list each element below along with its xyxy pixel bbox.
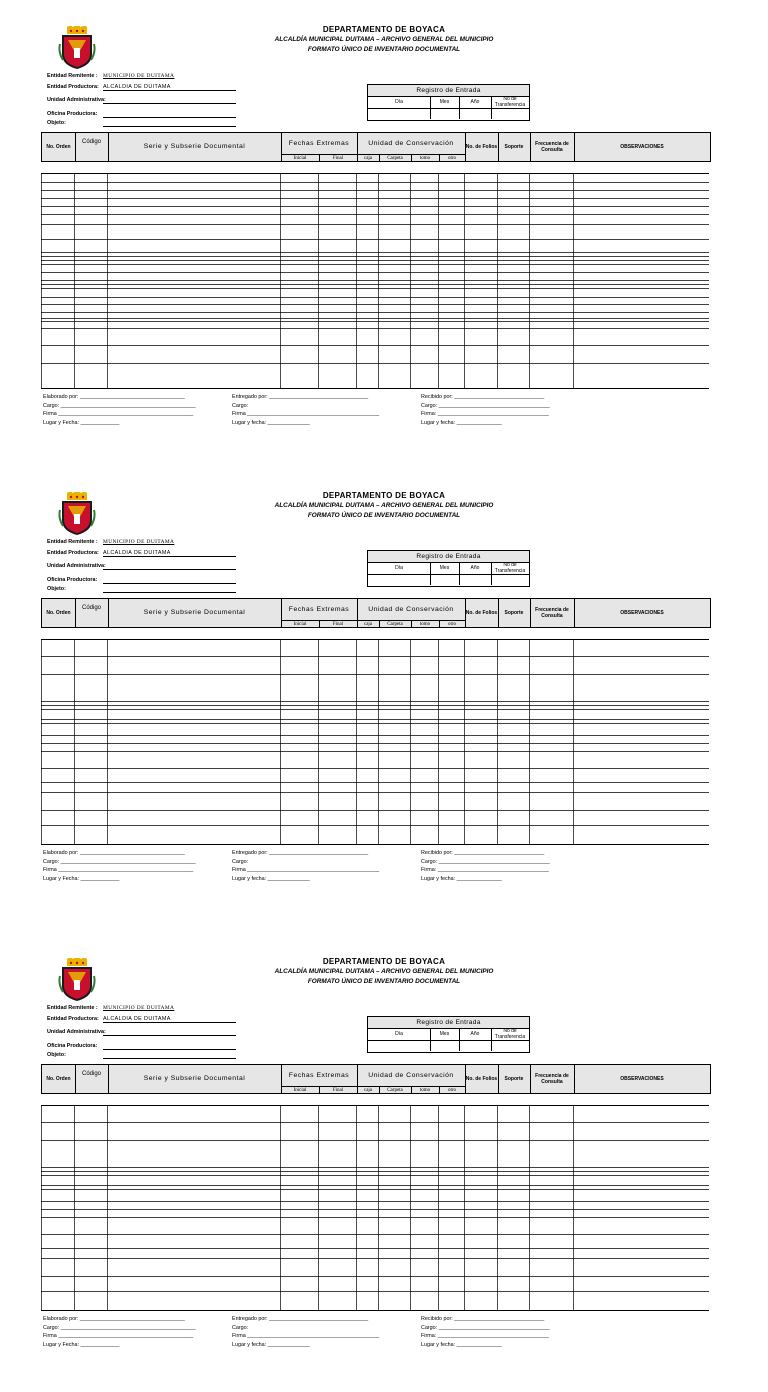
lugar-entregado-line[interactable]: Lugar y fecha: ______________ (232, 419, 310, 426)
col-serie-header: Serie y Subserie Documental (108, 133, 282, 161)
recibido-block (421, 1315, 550, 1349)
col-tomo-header: tomo (411, 620, 440, 628)
col-soporte-header: Soporte (498, 133, 531, 161)
col-serie-header: Serie y Subserie Documental (108, 1065, 282, 1093)
department-title: DEPARTAMENTO DE BOYACA (322, 957, 446, 966)
entregado-line[interactable]: Entregado por: _________________________________ (232, 1316, 369, 1322)
unidad-administrativa-label: Unidad Administrativa: (47, 1029, 106, 1035)
registro-entrada-title: Registro de Entrada (368, 551, 529, 563)
firma-recibido-line[interactable]: Firma: _____________________________________ (421, 1333, 549, 1339)
elaborado-line[interactable]: Elaborado por: ___________________________________ (43, 1316, 185, 1322)
lugar-recibido-line[interactable]: Lugar y fecha: _______________ (421, 875, 502, 882)
entregado-block (232, 1315, 379, 1349)
lugar-elaborado-line[interactable]: Lugar y Fecha: _____________ (43, 875, 120, 882)
registro-dia-input[interactable] (368, 575, 431, 585)
coat-of-arms-icon (58, 26, 96, 70)
entidad-productora-line (103, 1022, 236, 1023)
registro-entrada-box (367, 84, 530, 121)
office-title: ALCALDÍA MUNICIPAL DUITAMA – ARCHIVO GENERAL DEL MUNICIPIO (274, 968, 494, 975)
firma-entregado-line[interactable]: Firma ____________________________________________ (232, 411, 380, 417)
form-header (200, 957, 568, 987)
col-caja-header: caja (357, 620, 380, 628)
registro-transferencia-input[interactable] (491, 575, 529, 585)
unidad-administrativa-input[interactable] (103, 1035, 236, 1036)
unidad-administrativa-field (47, 97, 106, 104)
col-inicial-header: Inicial (281, 1086, 320, 1094)
registro-dia-label: Día (368, 562, 431, 575)
col-otro-header: otro (439, 1086, 466, 1094)
registro-entrada-title: Registro de Entrada (368, 85, 529, 97)
col-folios-header: No. de Folios (465, 599, 499, 627)
objeto-input[interactable] (103, 126, 236, 127)
objeto-field (47, 1052, 66, 1059)
oficina-productora-input[interactable] (103, 583, 236, 584)
cargo-entregado-line[interactable]: Cargo: (232, 1324, 249, 1331)
lugar-elaborado-line[interactable]: Lugar y Fecha: _____________ (43, 1341, 120, 1348)
entidad-productora-line (103, 556, 236, 557)
inventory-table-body (41, 639, 709, 845)
col-codigo-header: Código (75, 1065, 109, 1093)
firma-elaborado-line[interactable]: Firma _____________________________________________ (43, 1333, 194, 1339)
entidad-productora-value[interactable]: ALCALDIA DE DUITAMA (103, 84, 171, 90)
department-title: DEPARTAMENTO DE BOYACA (322, 491, 446, 500)
objeto-label: Objeto: (47, 1052, 66, 1058)
col-soporte-header: Soporte (498, 1065, 531, 1093)
oficina-productora-field (47, 577, 97, 584)
registro-dia-label: Día (368, 1028, 431, 1041)
registro-ano-label: Año (459, 1028, 492, 1041)
col-frecuencia-header: Frecuencia de Consulta (530, 133, 575, 161)
recibido-line[interactable]: Recibido por: ______________________________ (421, 394, 545, 400)
registro-mes-input[interactable] (430, 1041, 460, 1051)
col-unidad-header: Unidad de Conservación (357, 599, 466, 620)
col-codigo-header: Código (75, 133, 109, 161)
col-otro-header: otro (439, 154, 466, 162)
inventory-form (0, 0, 768, 460)
objeto-field (47, 120, 66, 127)
objeto-input[interactable] (103, 592, 236, 593)
table-header (41, 598, 711, 628)
recibido-block (421, 393, 550, 427)
registro-transferencia-label: No de Transferencia (491, 1028, 529, 1041)
form-header (200, 491, 568, 521)
col-final-header: Final (319, 154, 358, 162)
cargo-elaborado-line[interactable]: Cargo: _____________________________________________ (43, 1324, 196, 1331)
col-caja-header: caja (357, 1086, 380, 1094)
oficina-productora-field (47, 1043, 97, 1050)
col-orden-header: No. Orden (42, 133, 76, 161)
col-unidad-header: Unidad de Conservación (357, 133, 466, 154)
unidad-administrativa-field (47, 1029, 106, 1036)
registro-transferencia-input[interactable] (491, 1041, 529, 1051)
registro-mes-input[interactable] (430, 575, 460, 585)
lugar-entregado-line[interactable]: Lugar y fecha: ______________ (232, 875, 310, 882)
elaborado-block (43, 849, 196, 883)
elaborado-line[interactable]: Elaborado por: ___________________________________ (43, 394, 185, 400)
registro-mes-label: Mes (430, 1028, 460, 1041)
entidad-productora-value[interactable]: ALCALDIA DE DUITAMA (103, 550, 171, 556)
objeto-label: Objeto: (47, 586, 66, 592)
col-carpeta-header: Carpeta (379, 620, 412, 628)
col-tomo-header: tomo (411, 1086, 440, 1094)
entregado-block (232, 849, 379, 883)
registro-entrada-box (367, 1016, 530, 1053)
cargo-entregado-line[interactable]: Cargo: (232, 402, 249, 409)
objeto-label: Objeto: (47, 120, 66, 126)
col-tomo-header: tomo (411, 154, 440, 162)
entidad-productora-field (47, 550, 171, 557)
entidad-remitente-label: Entidad Remitente : (47, 539, 98, 545)
objeto-input[interactable] (103, 1058, 236, 1059)
recibido-line[interactable]: Recibido por: ______________________________ (421, 1316, 545, 1322)
registro-dia-label: Día (368, 96, 431, 109)
lugar-recibido-line[interactable]: Lugar y fecha: _______________ (421, 419, 502, 426)
unidad-administrativa-input[interactable] (103, 103, 236, 104)
entidad-remitente-value[interactable]: MUNICIPIO DE DUITAMA (103, 539, 175, 545)
lugar-recibido-line[interactable]: Lugar y fecha: _______________ (421, 1341, 502, 1348)
col-frecuencia-header: Frecuencia de Consulta (530, 599, 575, 627)
col-inicial-header: Inicial (281, 154, 320, 162)
entregado-line[interactable]: Entregado por: _________________________________ (232, 394, 369, 400)
format-title: FORMATO ÚNICO DE INVENTARIO DOCUMENTAL (307, 512, 461, 519)
col-inicial-header: Inicial (281, 620, 320, 628)
registro-ano-label: Año (459, 562, 492, 575)
registro-mes-label: Mes (430, 96, 460, 109)
registro-ano-label: Año (459, 96, 492, 109)
col-orden-header: No. Orden (42, 599, 76, 627)
col-unidad-header: Unidad de Conservación (357, 1065, 466, 1086)
registro-ano-input[interactable] (459, 1041, 492, 1051)
firma-recibido-line[interactable]: Firma: _____________________________________ (421, 867, 549, 873)
cargo-elaborado-line[interactable]: Cargo: _____________________________________________ (43, 858, 196, 865)
firma-recibido-line[interactable]: Firma: _____________________________________ (421, 411, 549, 417)
entidad-productora-label: Entidad Productora: (47, 84, 99, 90)
firma-elaborado-line[interactable]: Firma _____________________________________________ (43, 867, 194, 873)
oficina-productora-field (47, 111, 97, 118)
registro-dia-input[interactable] (368, 1041, 431, 1051)
firma-elaborado-line[interactable]: Firma _____________________________________________ (43, 411, 194, 417)
table-header (41, 1064, 711, 1094)
col-folios-header: No. de Folios (465, 1065, 499, 1093)
registro-transferencia-label: No de Transferencia (491, 562, 529, 575)
oficina-productora-label: Oficina Productora: (47, 1043, 98, 1049)
col-frecuencia-header: Frecuencia de Consulta (530, 1065, 575, 1093)
col-caja-header: caja (357, 154, 380, 162)
registro-entrada-title: Registro de Entrada (368, 1017, 529, 1029)
cargo-elaborado-line[interactable]: Cargo: _____________________________________________ (43, 402, 196, 409)
oficina-productora-input[interactable] (103, 1049, 236, 1050)
cargo-recibido-line[interactable]: Cargo: _____________________________________ (421, 858, 550, 865)
col-soporte-header: Soporte (498, 599, 531, 627)
entidad-remitente-field (47, 73, 175, 80)
registro-mes-label: Mes (430, 562, 460, 575)
coat-of-arms-icon (58, 958, 96, 1002)
entidad-productora-label: Entidad Productora: (47, 550, 99, 556)
registro-ano-input[interactable] (459, 109, 492, 119)
inventory-form (0, 932, 768, 1392)
registro-entrada-box (367, 550, 530, 587)
entidad-remitente-label: Entidad Remitente : (47, 1005, 98, 1011)
col-carpeta-header: Carpeta (379, 1086, 412, 1094)
cargo-recibido-line[interactable]: Cargo: _____________________________________ (421, 1324, 550, 1331)
lugar-elaborado-line[interactable]: Lugar y Fecha: _____________ (43, 419, 120, 426)
inventory-table-body (41, 1105, 709, 1311)
col-final-header: Final (319, 1086, 358, 1094)
entidad-productora-label: Entidad Productora: (47, 1016, 99, 1022)
registro-transferencia-input[interactable] (491, 109, 529, 119)
entidad-productora-field (47, 84, 171, 91)
entidad-remitente-field (47, 1005, 175, 1012)
entregado-line[interactable]: Entregado por: _________________________________ (232, 850, 369, 856)
entidad-remitente-value[interactable]: MUNICIPIO DE DUITAMA (103, 73, 175, 79)
entidad-remitente-field (47, 539, 175, 546)
coat-of-arms-icon (58, 492, 96, 536)
office-title: ALCALDÍA MUNICIPAL DUITAMA – ARCHIVO GENERAL DEL MUNICIPIO (274, 36, 494, 43)
col-otro-header: otro (439, 620, 466, 628)
department-title: DEPARTAMENTO DE BOYACA (322, 25, 446, 34)
lugar-entregado-line[interactable]: Lugar y fecha: ______________ (232, 1341, 310, 1348)
col-serie-header: Serie y Subserie Documental (108, 599, 282, 627)
col-fechas-header: Fechas Extremas (281, 1065, 358, 1086)
entregado-block (232, 393, 379, 427)
recibido-line[interactable]: Recibido por: ______________________________ (421, 850, 545, 856)
registro-transferencia-label: No de Transferencia (491, 96, 529, 109)
unidad-administrativa-label: Unidad Administrativa: (47, 563, 106, 569)
registro-ano-input[interactable] (459, 575, 492, 585)
objeto-field (47, 586, 66, 593)
entidad-remitente-label: Entidad Remitente : (47, 73, 98, 79)
form-header (200, 25, 568, 55)
col-codigo-header: Código (75, 599, 109, 627)
entidad-remitente-value[interactable]: MUNICIPIO DE DUITAMA (103, 1005, 175, 1011)
format-title: FORMATO ÚNICO DE INVENTARIO DOCUMENTAL (307, 978, 461, 985)
col-observaciones-header: OBSERVACIONES (620, 144, 664, 150)
unidad-administrativa-field (47, 563, 106, 570)
col-observaciones-header: OBSERVACIONES (620, 1076, 664, 1082)
firma-entregado-line[interactable]: Firma ____________________________________________ (232, 867, 380, 873)
entidad-productora-field (47, 1016, 171, 1023)
format-title: FORMATO ÚNICO DE INVENTARIO DOCUMENTAL (307, 46, 461, 53)
entidad-productora-value[interactable]: ALCALDIA DE DUITAMA (103, 1016, 171, 1022)
registro-dia-input[interactable] (368, 109, 431, 119)
elaborado-block (43, 393, 196, 427)
recibido-block (421, 849, 550, 883)
col-carpeta-header: Carpeta (379, 154, 412, 162)
col-folios-header: No. de Folios (465, 133, 499, 161)
oficina-productora-label: Oficina Productora: (47, 111, 98, 117)
unidad-administrativa-input[interactable] (103, 569, 236, 570)
col-observaciones-header: OBSERVACIONES (620, 610, 664, 616)
oficina-productora-label: Oficina Productora: (47, 577, 98, 583)
inventory-form (0, 466, 768, 926)
col-final-header: Final (319, 620, 358, 628)
cargo-entregado-line[interactable]: Cargo: (232, 858, 249, 865)
table-header (41, 132, 711, 162)
col-fechas-header: Fechas Extremas (281, 133, 358, 154)
cargo-recibido-line[interactable]: Cargo: _____________________________________ (421, 402, 550, 409)
entidad-productora-line (103, 90, 236, 91)
office-title: ALCALDÍA MUNICIPAL DUITAMA – ARCHIVO GENERAL DEL MUNICIPIO (274, 502, 494, 509)
unidad-administrativa-label: Unidad Administrativa: (47, 97, 106, 103)
firma-entregado-line[interactable]: Firma ____________________________________________ (232, 1333, 380, 1339)
elaborado-block (43, 1315, 196, 1349)
col-orden-header: No. Orden (42, 1065, 76, 1093)
col-fechas-header: Fechas Extremas (281, 599, 358, 620)
oficina-productora-input[interactable] (103, 117, 236, 118)
elaborado-line[interactable]: Elaborado por: ___________________________________ (43, 850, 185, 856)
registro-mes-input[interactable] (430, 109, 460, 119)
inventory-table-body (41, 173, 709, 389)
